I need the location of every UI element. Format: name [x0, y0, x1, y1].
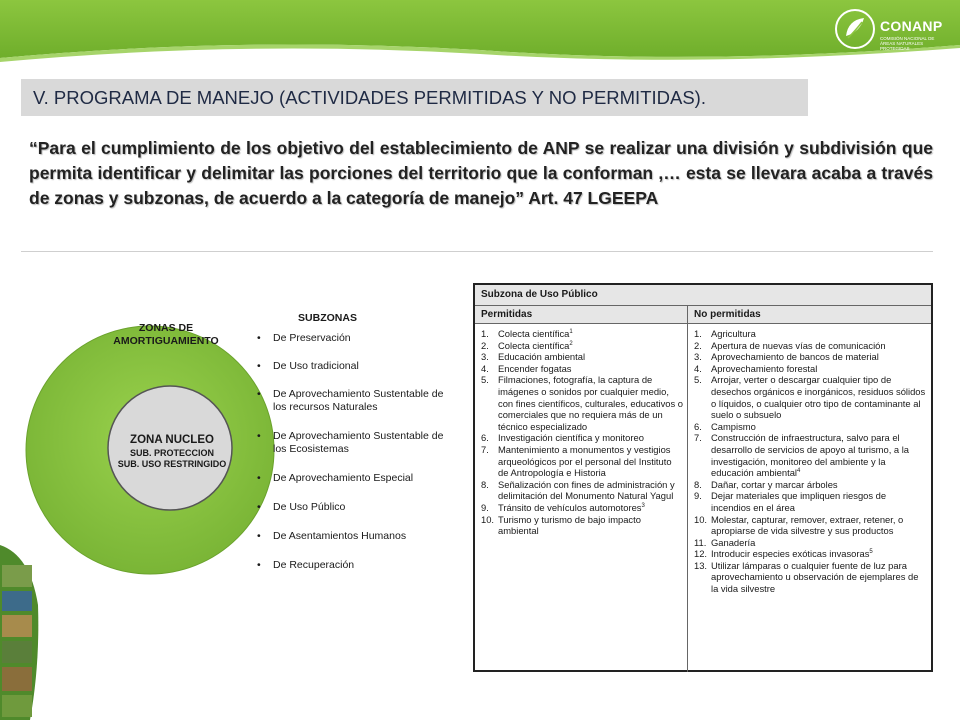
- table-row: [694, 432, 927, 478]
- row-number: 5.: [481, 374, 489, 386]
- table-row: [694, 374, 927, 420]
- row-number: 1.: [481, 328, 489, 339]
- row-text: Educación ambiental: [498, 351, 586, 363]
- row-text: Señalización con fines de administración y delimitación del Monumento Natural Yagul: [498, 478, 675, 502]
- table-row: [694, 490, 927, 513]
- table-column-headers: [475, 306, 931, 324]
- row-number: 4.: [694, 362, 702, 374]
- no-permitidas-column: [688, 324, 931, 672]
- quote-paragraph: “Para el cumplimiento de los objetivo del establecimiento de ANP se realizar una división y subdivisión que permita identificar y delimitar las porciones del territorio que la conforman ,… esta se llevara acaba a través de zonas y subzonas, de acuerdo a la categoría de manejo” Art. 47 LGEEPA: [29, 138, 933, 208]
- header-banner: [0, 0, 960, 62]
- core-subzone-1: SUB. PROTECCION: [129, 448, 214, 458]
- table-row: [481, 432, 683, 444]
- list-item: • De Aprovechamiento Especial: [255, 472, 445, 485]
- list-item: • De Asentamientos Humanos: [255, 530, 445, 543]
- row-number: 8.: [694, 478, 702, 490]
- table-row: [694, 351, 927, 363]
- column-permitidas: Permitidas: [475, 306, 688, 323]
- row-text: Molestar, capturar, remover, extraer, retener, o apropiarse de vida silvestre y sus productos: [711, 513, 904, 537]
- table-row: [481, 479, 683, 502]
- subzonas-items: [255, 332, 445, 572]
- table-row: [481, 374, 683, 432]
- row-text: Colecta científica$^2$: [498, 339, 573, 351]
- table-body: [475, 324, 931, 672]
- row-number: 6.: [694, 420, 702, 432]
- row-text: Turismo y turismo de bajo impacto ambiental: [498, 513, 641, 537]
- row-text: Campismo: [711, 420, 756, 432]
- table-row: [481, 328, 683, 340]
- table-row: [481, 502, 683, 514]
- list-item: • De Recuperación: [255, 559, 445, 572]
- list-item: • De Aprovechamiento Sustentable de los recursos Naturales: [255, 388, 445, 414]
- leaf-emblem-icon: [834, 8, 876, 50]
- buffer-zone-label: ZONAS DE AMORTIGUAMIENTO: [113, 322, 219, 347]
- row-text: Mantenimiento a monumentos y vestigios arqueológicos por el personal del Instituto de Antropología e Historia: [498, 443, 672, 479]
- row-number: 1.: [694, 328, 702, 339]
- table-row: [694, 560, 927, 595]
- list-item: • De Uso Público: [255, 501, 445, 514]
- row-text: Aprovechamiento de bancos de material: [711, 351, 879, 363]
- row-number: 5.: [694, 374, 702, 386]
- conanp-logo: [834, 8, 954, 56]
- row-number: 9.: [694, 490, 702, 502]
- title-bar: [21, 79, 808, 116]
- row-text: Investigación científica y monitoreo: [498, 432, 644, 444]
- table-row: [694, 340, 927, 352]
- subzonas-title: SUBZONAS: [298, 312, 357, 324]
- row-number: 6.: [481, 432, 489, 444]
- row-text: Introducir especies exóticas invasoras$^5$: [711, 548, 873, 560]
- row-number: 12.: [694, 548, 708, 560]
- row-text: Colecta científica$^1$: [498, 328, 573, 339]
- row-text: Filmaciones, fotografía, la captura de imágenes o sonidos por cualquier medio, con fines científicos, culturales, educativos o comerciales que no requiera más de un técnico especializado: [498, 374, 683, 432]
- row-text: Tránsito de vehículos automotores$^3$: [498, 501, 645, 513]
- row-text: Arrojar, verter o descargar cualquier tipo de desechos orgánicos e inorgánicos, residuos sólidos o líquidos, o cualquier otro tipo de contaminante al suelo o subsuelo: [711, 374, 926, 421]
- row-number: 10.: [481, 513, 495, 525]
- footnote-marker: 4: [797, 468, 801, 474]
- permitidas-column: [475, 324, 688, 672]
- divider: [21, 251, 933, 252]
- row-number: 10.: [694, 513, 708, 525]
- row-number: 3.: [481, 351, 489, 363]
- activities-table: [473, 283, 933, 672]
- row-number: 9.: [481, 501, 489, 513]
- row-text: Dañar, cortar y marcar árboles: [711, 478, 838, 490]
- core-zone-label: [112, 434, 232, 470]
- table-row: [694, 328, 927, 340]
- row-number: 7.: [481, 443, 489, 455]
- column-no-permitidas: No permitidas: [694, 309, 761, 320]
- table-row: [481, 514, 683, 537]
- table-row: [694, 479, 927, 491]
- list-item: • De Aprovechamiento Sustentable de los Ecosistemas: [255, 430, 445, 456]
- row-text: Ganadería: [711, 536, 756, 548]
- row-number: 7.: [694, 432, 702, 444]
- table-row: [481, 351, 683, 363]
- logo-subtitle: COMISIÓN NACIONAL DE ÁREAS NATURALES PROTEGIDAS: [880, 36, 935, 51]
- table-row: [481, 444, 683, 479]
- row-text: Encender fogatas: [498, 362, 572, 374]
- footnote-marker: 2: [569, 340, 573, 347]
- subzonas-list: [255, 312, 445, 572]
- logo-title: CONANP: [880, 18, 943, 34]
- footnote-marker: 1: [569, 328, 573, 335]
- row-number: 2.: [694, 339, 702, 351]
- table-row: [694, 421, 927, 433]
- list-item: • De Preservación: [255, 332, 445, 345]
- row-number: 13.: [694, 559, 708, 571]
- row-text: Aprovechamiento forestal: [711, 362, 818, 374]
- row-text: Construcción de infraestructura, salvo para el desarrollo de servicios de apoyo al turismo, a la investigación, monitoreo del ambiente y la educación ambiental$^4$: [711, 432, 910, 479]
- row-text: Dejar materiales que impliquen riesgos de incendios en el área: [711, 490, 887, 513]
- table-row: [694, 514, 927, 537]
- list-item: • De Uso tradicional: [255, 360, 445, 373]
- core-subzone-2: SUB. USO RESTRINGIDO: [117, 459, 227, 469]
- row-number: 3.: [694, 351, 702, 363]
- table-row: [694, 548, 927, 560]
- table-row: [694, 363, 927, 375]
- table-row: [481, 363, 683, 375]
- core-zone-title: ZONA NUCLEO: [130, 434, 214, 446]
- row-number: 8.: [481, 478, 489, 490]
- row-text: Apertura de nuevas vías de comunicación: [711, 339, 886, 351]
- row-number: 2.: [481, 339, 489, 351]
- row-number: 11.: [694, 536, 707, 548]
- table-header: Subzona de Uso Público: [475, 285, 931, 306]
- table-row: [694, 537, 927, 549]
- page-title: V. PROGRAMA DE MANEJO (ACTIVIDADES PERMITIDAS Y NO PERMITIDAS).: [33, 87, 706, 108]
- row-text: Utilizar lámparas o cualquier fuente de luz para aprovechamiento u observación de ejemplares de la vida silvestre: [711, 559, 919, 595]
- row-number: 4.: [481, 362, 489, 374]
- footnote-marker: 3: [641, 502, 645, 509]
- footnote-marker: 5: [869, 549, 873, 556]
- table-row: [481, 340, 683, 352]
- row-text: Agricultura: [711, 328, 756, 339]
